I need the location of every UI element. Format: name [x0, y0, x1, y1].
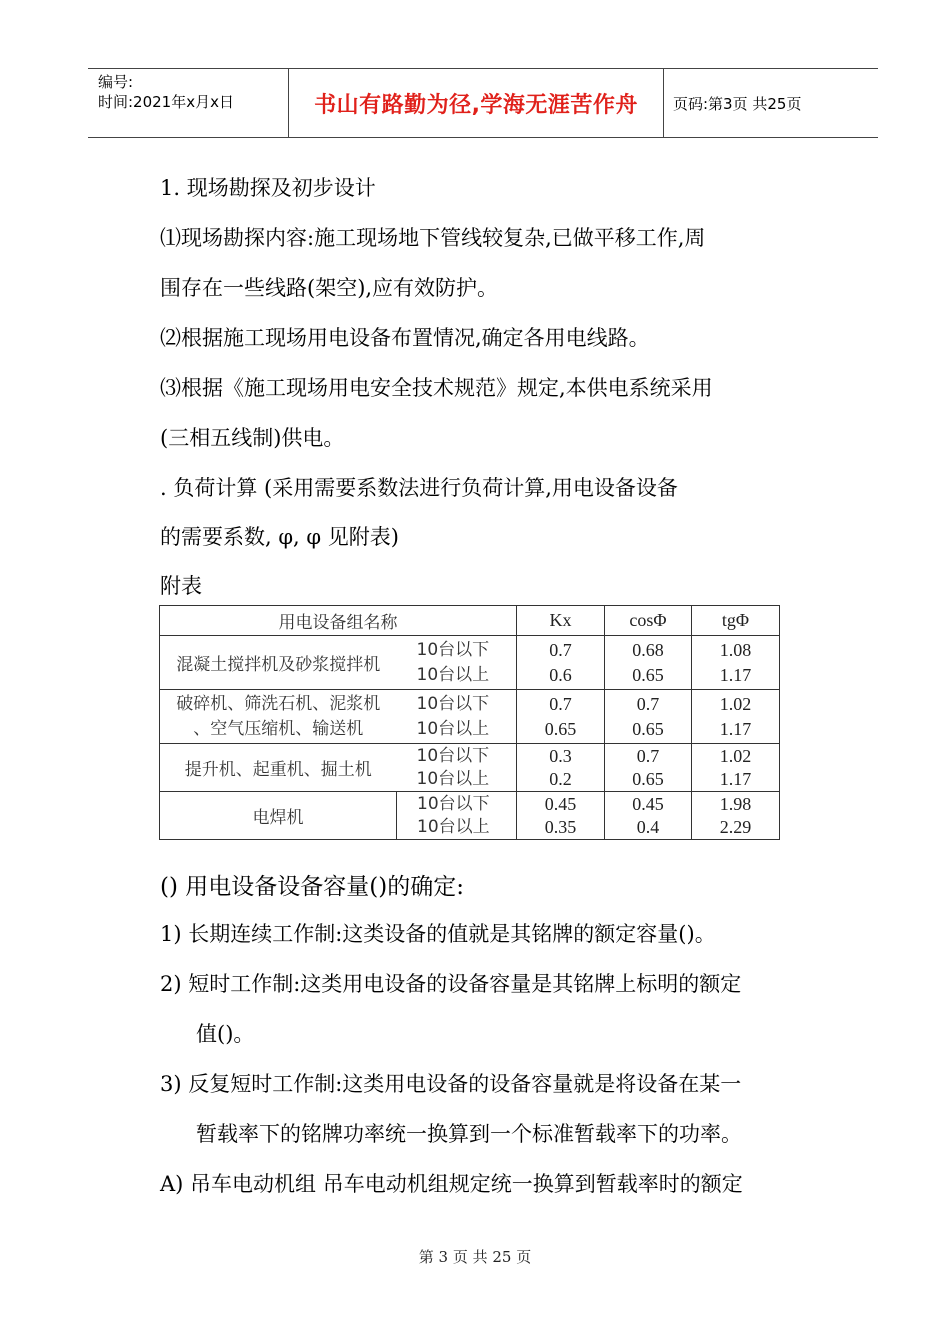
paragraph-line: ⑶根据《施工现场用电安全技术规范》规定,本供电系统采用 [160, 376, 713, 400]
paragraph-line: . 负荷计算 (采用需要系数法进行负荷计算,用电设备设备 [160, 476, 678, 500]
count-range: 10台以下 10台以上 [397, 792, 517, 840]
table-row [160, 792, 780, 840]
paragraph-line: 3) 反复短时工作制:这类用电设备的设备容量就是将设备在某一 [160, 1072, 742, 1096]
equipment-name: 电焊机 [160, 792, 397, 840]
section-heading-1: 1. 现场勘探及初步设计 [160, 176, 376, 200]
header-cell: tgΦ [692, 606, 780, 636]
count-range: 10台以下 10台以上 [397, 636, 517, 690]
header-cell: Kx [517, 606, 605, 636]
kx-cell: 0.45 0.35 [517, 792, 605, 840]
cos-cell: 0.45 0.4 [605, 792, 692, 840]
header-cell: cosΦ [605, 606, 692, 636]
tg-cell: 1.02 1.17 [692, 690, 780, 744]
tg-cell: 1.98 2.29 [692, 792, 780, 840]
paragraph-line: 值()。 [196, 1022, 255, 1046]
cos-cell: 0.68 0.65 [605, 636, 692, 690]
table-header-row [160, 606, 780, 636]
page-label: 页码:第3页 共25页 [673, 94, 802, 113]
equipment-name: 混凝土搅拌机及砂浆搅拌机 [160, 636, 397, 690]
tg-cell: 1.02 1.17 [692, 744, 780, 792]
count-range: 10台以下 10台以上 [397, 690, 517, 744]
paragraph-line: (三相五线制)供电。 [160, 426, 345, 450]
paragraph-line: 的需要系数, φ, φ 见附表) [160, 525, 399, 549]
kx-cell: 0.7 0.65 [517, 690, 605, 744]
header-meta-cell [88, 69, 288, 137]
kx-cell: 0.3 0.2 [517, 744, 605, 792]
paragraph-line: ⑴现场勘探内容:施工现场地下管线较复杂,已做平移工作,周 [160, 226, 706, 250]
header-cell: 用电设备组名称 [160, 606, 517, 636]
page-header [88, 68, 878, 138]
header-page-cell [663, 69, 878, 137]
kx-cell: 0.7 0.6 [517, 636, 605, 690]
cos-cell: 0.7 0.65 [605, 744, 692, 792]
count-range: 10台以下 10台以上 [397, 744, 517, 792]
tg-cell: 1.08 1.17 [692, 636, 780, 690]
load-factor-table [159, 605, 780, 840]
code-label: 编号: [98, 73, 134, 91]
paragraph-line: 2) 短时工作制:这类用电设备的设备容量是其铭牌上标明的额定 [160, 972, 742, 996]
section-heading-2: () 用电设备设备容量()的确定: [160, 874, 464, 900]
paragraph-line: A) 吊车电动机组 吊车电动机组规定统一换算到暂载率时的额定 [160, 1172, 743, 1196]
motto: 书山有路勤为径,学海无涯苦作舟 [314, 92, 638, 118]
header-motto-cell [288, 69, 664, 137]
paragraph-line: ⑵根据施工现场用电设备布置情况,确定各用电线路。 [160, 326, 650, 350]
paragraph-line: 1) 长期连续工作制:这类设备的值就是其铭牌的额定容量()。 [160, 922, 716, 946]
equipment-name: 破碎机、筛洗石机、泥浆机 、空气压缩机、输送机 [160, 690, 397, 744]
table-caption: 附表 [160, 574, 202, 598]
page-footer: 第 3 页 共 25 页 [418, 1248, 532, 1266]
cos-cell: 0.7 0.65 [605, 690, 692, 744]
paragraph-line: 围存在一些线路(架空),应有效防护。 [160, 276, 499, 300]
equipment-name: 提升机、起重机、掘土机 [160, 744, 397, 792]
table-row [160, 690, 780, 744]
table-row [160, 636, 780, 690]
paragraph-line: 暂载率下的铭牌功率统一换算到一个标准暂载率下的功率。 [196, 1122, 742, 1146]
table-row [160, 744, 780, 792]
time-label: 时间:2021年x月x日 [98, 93, 234, 111]
